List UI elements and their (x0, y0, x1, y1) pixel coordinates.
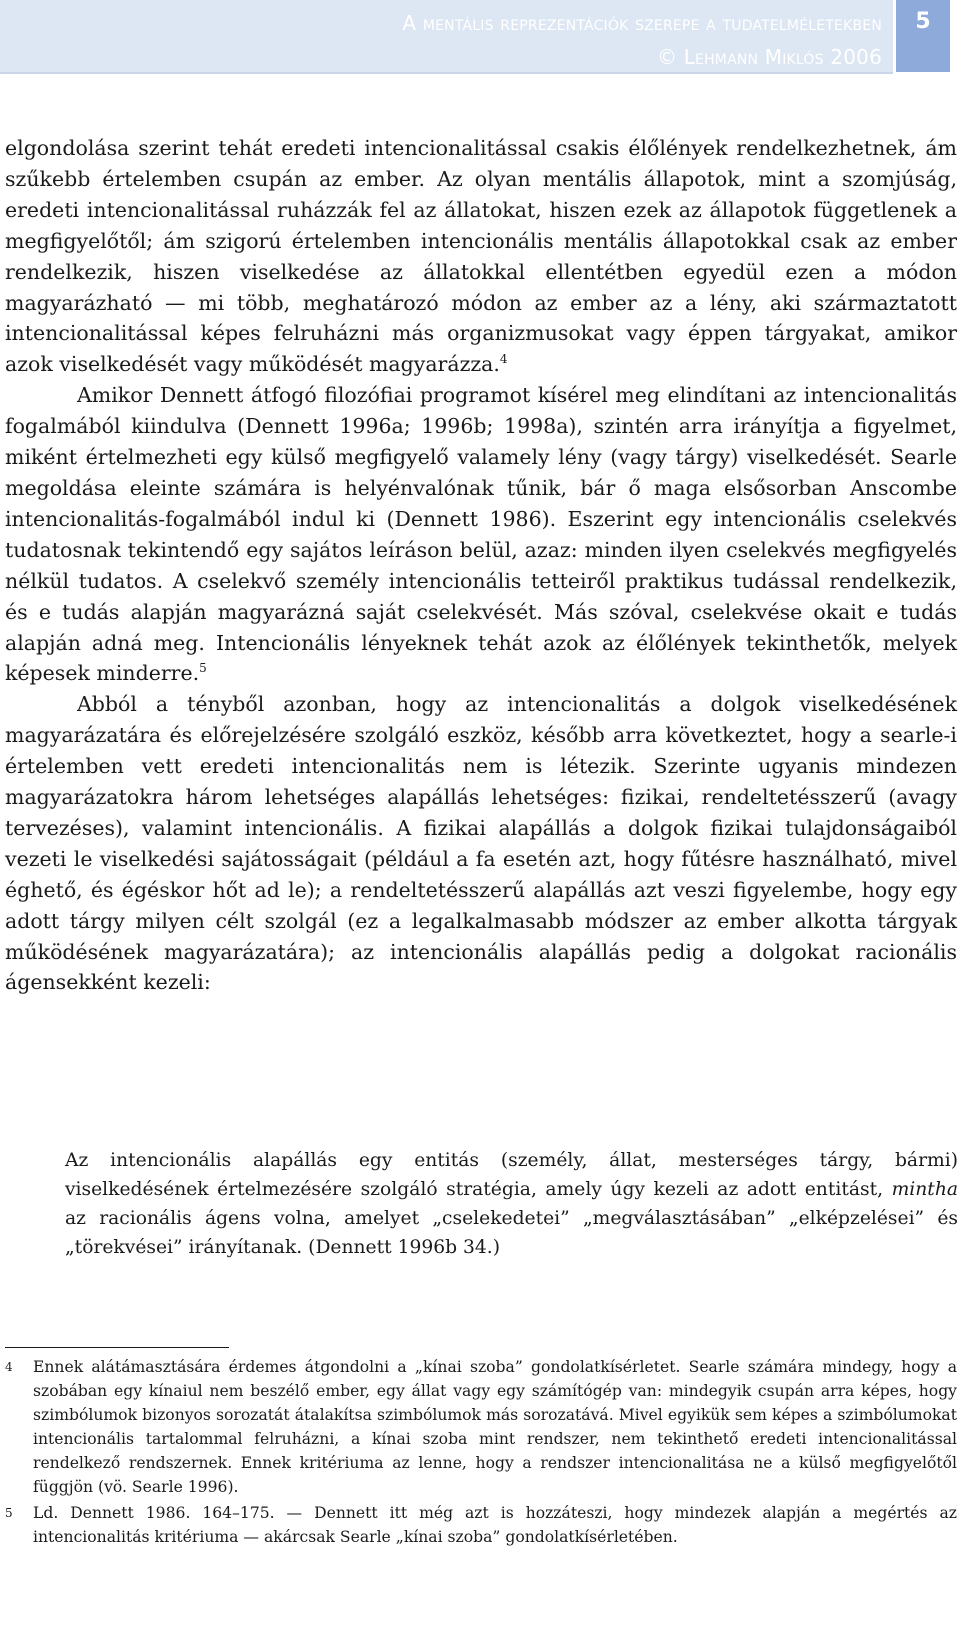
footnote-number: 4 (5, 1360, 13, 1374)
header-titles (402, 6, 882, 74)
page-header (0, 0, 960, 72)
main-text (5, 133, 957, 998)
paragraph-2-text: Amikor Dennett átfogó filozófiai programot kísérel meg elindítani az intencionalitás fogalmából kiindulva (Dennett 1996a; 1996b; 1998a), szintén arra irányítja a figyelmet, miként értelmezheti egy külső megfigyelő valamely lény (vagy tárgy) viselkedését. Searle megoldása eleinte számára is helyénvalónak tűnik, bár ő maga elsősorban Anscombe intencionalitás-fogalmából indul ki (Dennett 1986). Eszerint egy intencionális cselekvés tudatosnak tekintendő egy sajátos leíráson belül, azaz: minden ilyen cselekvés megfigyelés nélkül tudatos. A cselekvő személy intencionális tetteiről praktikus tudással rendelkezik, és e tudás alapján magyarázná saját cselekvését. Más szóval, cselekvése okait e tudás alapján adná meg. Intencionális lényeknek tehát azok az élőlények tekinthetők, melyek képesek minderre. (5, 383, 957, 686)
author-line: © Lehmann Miklós 2006 (656, 45, 882, 69)
page-number: 5 (896, 0, 950, 72)
quote-after: az racionális ágens volna, amelyet „cselekedetei” „megválasztásában” „elképzelései” és „törekvései” irányítanak. (Dennett 1996b 34.) (65, 1207, 958, 1258)
footnote-text: Ennek alátámasztására érdemes átgondolni a „kínai szoba” gondolatkísérletet. Searle számára mindegy, hogy a szobában egy kínaiul nem beszélő ember, egy állat vagy egy számítógép van: mindegyik csupán arra képes, hogy szimbólumok bizonyos sorozatát átalakítsa szimbólumok más sorozatává. Mivel egyikük sem képes a szimbólumokat intencionális tartalommal felruházni, a kínai szoba mint rendszer, nem tekinthető eredeti intencionalitással rendelkező rendszernek. Ennek kritériuma az lenne, hogy a rendszer intencionalitása ne a külső megfigyelőtől függjön (vö. Searle 1996). (33, 1358, 957, 1497)
paragraph-1-text: elgondolása szerint tehát eredeti intencionalitással csakis élőlények rendelkezhetnek, ám szűkebb értelemben csupán az ember. Az olyan mentális állapotok, mint a szomjúság, eredeti intencionalitással ruházzák fel az állatokat, hiszen ezek az állapotok függetlenek a megfigyelőtől; ám szigorú értelemben intencionális mentális állapotokkal csak az ember rendelkezik, hiszen viselkedése az állatokkal ellentétben egyedül ezen a módon magyarázható — mi több, meghatározó módon az ember az a lény, aki származtatott intencionalitással képes felruházni más organizmusokat vagy éppen tárgyakat, amikor azok viselkedését vagy működését magyarázza. (5, 136, 957, 377)
footnote-5 (5, 1501, 957, 1549)
paragraph-3 (5, 689, 957, 998)
running-title: A mentális reprezentációk szerepe a tudatelméletekben (402, 11, 882, 35)
quote-before: Az intencionális alapállás egy entitás (személy, állat, mesterséges tárgy, bármi) viselkedésének értelmezésére szolgáló stratégia, amely úgy kezeli az adott entitást, (65, 1150, 958, 1200)
footnote-number: 5 (5, 1505, 13, 1520)
paragraph-2 (5, 380, 957, 689)
footnote-ref-5[interactable]: 5 (199, 661, 207, 676)
paragraph-1 (5, 133, 957, 380)
quote-italic: mintha (891, 1178, 958, 1200)
footnote-text: Ld. Dennett 1986. 164–175. — Dennett itt még azt is hozzáteszi, hogy mindezek alapján a megértés az intencionalitás kritériuma — akárcsak Searle „kínai szoba” gondolatkísérletében. (33, 1503, 957, 1546)
paragraph-3-text: Abból a tényből azonban, hogy az intencionalitás a dolgok viselkedésének magyarázatára és előrejelzésére szolgáló eszköz, később arra következtet, hogy a searle-i értelemben vett eredeti intencionalitás nem is létezik. Szerinte ugyanis mindezen magyarázatokra három lehetséges alapállás lehetséges: fizikai, rendeltetésszerű (avagy tervezéses), valamint intencionális. A fizikai alapállás a dolgok fizikai tulajdonságaiból vezeti le viselkedési sajátosságait (például a fa esetén azt, hogy fűtésre használható, mivel éghető, és égéskor hőt ad le); a rendeltetésszerű alapállás azt veszi figyelembe, hogy egy adott tárgy milyen célt szolgál (ez a legalkalmasabb módszer az ember alkotta tárgyak működésének magyarázatára); az intencionális alapállás pedig a dolgokat racionális ágensekként kezeli: (5, 692, 957, 995)
block-quote (65, 1147, 958, 1263)
footnote-separator (5, 1347, 229, 1348)
footnotes (5, 1355, 957, 1549)
footnote-ref-4[interactable]: 4 (499, 352, 508, 367)
footnote-4 (5, 1355, 957, 1500)
